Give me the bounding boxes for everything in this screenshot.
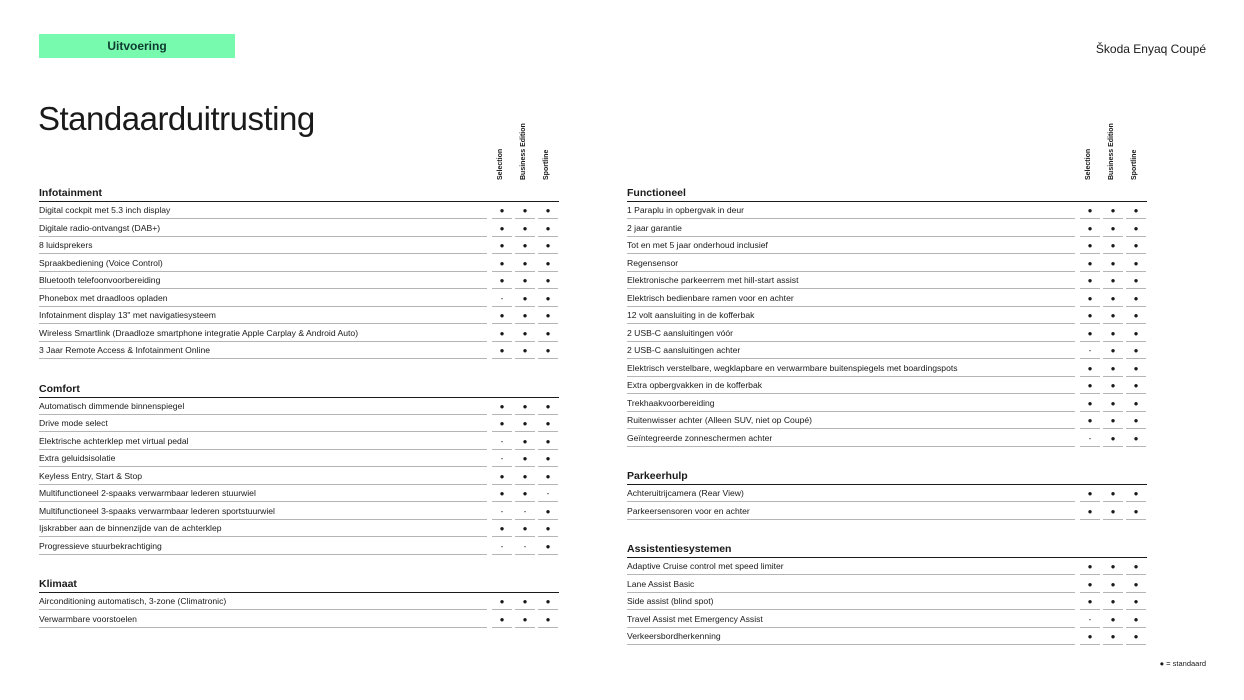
availability-mark: - — [538, 485, 558, 502]
availability-mark: ● — [1103, 202, 1123, 219]
feature-label: Progressieve stuurbekrachtiging — [39, 538, 487, 555]
feature-row — [39, 237, 559, 255]
availability-mark: ● — [1126, 342, 1146, 359]
availability-mark: ● — [1103, 576, 1123, 593]
availability-mark: ● — [1103, 628, 1123, 645]
availability-mark: ● — [492, 611, 512, 628]
feature-row — [627, 430, 1147, 448]
availability-mark: ● — [1126, 360, 1146, 377]
feature-label: Travel Assist met Emergency Assist — [627, 611, 1075, 628]
feature-row — [39, 611, 559, 629]
feature-row — [39, 272, 559, 290]
availability-mark: ● — [515, 433, 535, 450]
feature-row — [627, 255, 1147, 273]
availability-mark: ● — [1080, 576, 1100, 593]
availability-mark: ● — [515, 593, 535, 610]
availability-mark: ● — [1103, 272, 1123, 289]
right-column — [627, 118, 1147, 646]
availability-mark: ● — [492, 202, 512, 219]
availability-mark: ● — [1126, 272, 1146, 289]
availability-mark: ● — [1080, 593, 1100, 610]
availability-mark: ● — [1080, 255, 1100, 272]
feature-row — [39, 468, 559, 486]
column-header-selection: Selection — [497, 148, 504, 180]
feature-label: Elektronische parkeerrem met hill-start assist — [627, 272, 1075, 289]
feature-row — [627, 412, 1147, 430]
availability-mark: ● — [538, 593, 558, 610]
availability-mark: ● — [515, 325, 535, 342]
availability-mark: ● — [515, 468, 535, 485]
feature-row — [39, 290, 559, 308]
availability-mark: ● — [1080, 412, 1100, 429]
feature-label: Digital cockpit met 5.3 inch display — [39, 202, 487, 219]
feature-label: 8 luidsprekers — [39, 237, 487, 254]
feature-section — [627, 538, 1147, 646]
column-headers — [39, 118, 559, 182]
availability-mark: ● — [492, 307, 512, 324]
feature-row — [627, 485, 1147, 503]
feature-row — [39, 325, 559, 343]
availability-mark: ● — [1126, 412, 1146, 429]
availability-mark: ● — [1080, 202, 1100, 219]
availability-mark: ● — [1080, 290, 1100, 307]
availability-mark: ● — [515, 611, 535, 628]
availability-mark: ● — [538, 520, 558, 537]
availability-mark: ● — [492, 468, 512, 485]
availability-mark: ● — [1080, 360, 1100, 377]
availability-mark: ● — [1103, 503, 1123, 520]
feature-label: Airconditioning automatisch, 3-zone (Climatronic) — [39, 593, 487, 610]
availability-mark: ● — [1103, 237, 1123, 254]
feature-label: Geïntegreerde zonneschermen achter — [627, 430, 1075, 447]
feature-label: Verkeersbordherkenning — [627, 628, 1075, 645]
feature-label: Digitale radio-ontvangst (DAB+) — [39, 220, 487, 237]
availability-mark: - — [492, 433, 512, 450]
section-title: Assistentiesystemen — [627, 538, 1147, 558]
availability-mark: ● — [515, 290, 535, 307]
availability-mark: ● — [515, 398, 535, 415]
availability-mark: ● — [1103, 342, 1123, 359]
column-header-business-edition: Business Edition — [520, 123, 527, 180]
availability-mark: - — [492, 503, 512, 520]
section-title: Comfort — [39, 378, 559, 398]
feature-label: Verwarmbare voorstoelen — [39, 611, 487, 628]
availability-mark: ● — [492, 485, 512, 502]
feature-label: Adaptive Cruise control met speed limiter — [627, 558, 1075, 575]
legend: ● = standaard — [1159, 659, 1206, 668]
feature-row — [39, 433, 559, 451]
availability-mark: ● — [1103, 558, 1123, 575]
availability-mark: ● — [492, 325, 512, 342]
availability-mark: - — [515, 503, 535, 520]
availability-mark: ● — [538, 272, 558, 289]
availability-mark: ● — [492, 342, 512, 359]
feature-row — [627, 237, 1147, 255]
availability-mark: - — [492, 538, 512, 555]
availability-mark: ● — [515, 220, 535, 237]
feature-label: Tot en met 5 jaar onderhoud inclusief — [627, 237, 1075, 254]
feature-label: Ruitenwisser achter (Alleen SUV, niet op Coupé) — [627, 412, 1075, 429]
availability-mark: ● — [538, 290, 558, 307]
availability-mark: ● — [1126, 220, 1146, 237]
feature-row — [627, 611, 1147, 629]
availability-mark: ● — [492, 593, 512, 610]
feature-section — [627, 465, 1147, 520]
availability-mark: ● — [1126, 430, 1146, 447]
availability-mark: ● — [1103, 611, 1123, 628]
availability-mark: ● — [538, 450, 558, 467]
feature-label: Phonebox met draadloos opladen — [39, 290, 487, 307]
availability-mark: ● — [1126, 576, 1146, 593]
feature-section — [39, 378, 559, 556]
availability-mark: ● — [538, 325, 558, 342]
availability-mark: - — [492, 450, 512, 467]
availability-mark: ● — [1126, 202, 1146, 219]
availability-mark: ● — [1080, 220, 1100, 237]
availability-mark: ● — [1126, 628, 1146, 645]
feature-row — [627, 558, 1147, 576]
availability-mark: ● — [515, 307, 535, 324]
availability-mark: ● — [1126, 290, 1146, 307]
availability-mark: ● — [538, 433, 558, 450]
availability-mark: ● — [515, 255, 535, 272]
feature-row — [627, 395, 1147, 413]
availability-mark: ● — [1103, 255, 1123, 272]
section-title: Parkeerhulp — [627, 465, 1147, 485]
feature-row — [39, 485, 559, 503]
feature-row — [627, 593, 1147, 611]
availability-mark: ● — [1080, 237, 1100, 254]
section-title: Infotainment — [39, 182, 559, 202]
availability-mark: ● — [1103, 412, 1123, 429]
availability-mark: ● — [1080, 503, 1100, 520]
feature-row — [39, 503, 559, 521]
feature-row — [39, 255, 559, 273]
feature-row — [627, 342, 1147, 360]
feature-label: Spraakbediening (Voice Control) — [39, 255, 487, 272]
availability-mark: ● — [538, 307, 558, 324]
feature-label: Keyless Entry, Start & Stop — [39, 468, 487, 485]
feature-row — [627, 220, 1147, 238]
feature-row — [627, 325, 1147, 343]
availability-mark: ● — [1126, 558, 1146, 575]
availability-mark: ● — [1103, 290, 1123, 307]
feature-row — [39, 538, 559, 556]
feature-row — [627, 576, 1147, 594]
feature-label: Elektrisch bedienbare ramen voor en achter — [627, 290, 1075, 307]
feature-label: 2 USB-C aansluitingen achter — [627, 342, 1075, 359]
feature-row — [39, 415, 559, 433]
availability-mark: ● — [538, 237, 558, 254]
availability-mark: ● — [1103, 593, 1123, 610]
availability-mark: ● — [538, 415, 558, 432]
availability-mark: - — [1080, 611, 1100, 628]
feature-row — [627, 272, 1147, 290]
feature-label: Automatisch dimmende binnenspiegel — [39, 398, 487, 415]
availability-mark: ● — [1080, 325, 1100, 342]
section-tab: Uitvoering — [39, 34, 235, 58]
availability-mark: ● — [1103, 360, 1123, 377]
availability-mark: ● — [1126, 377, 1146, 394]
availability-mark: ● — [1103, 485, 1123, 502]
feature-label: Regensensor — [627, 255, 1075, 272]
availability-mark: ● — [1126, 503, 1146, 520]
section-title: Klimaat — [39, 573, 559, 593]
availability-mark: ● — [538, 255, 558, 272]
availability-mark: ● — [1126, 307, 1146, 324]
availability-mark: ● — [1080, 628, 1100, 645]
feature-row — [39, 307, 559, 325]
availability-mark: ● — [492, 255, 512, 272]
feature-label: 1 Paraplu in opbergvak in deur — [627, 202, 1075, 219]
availability-mark: ● — [515, 415, 535, 432]
feature-label: Achteruitrijcamera (Rear View) — [627, 485, 1075, 502]
availability-mark: ● — [1080, 395, 1100, 412]
feature-label: Drive mode select — [39, 415, 487, 432]
availability-mark: - — [1080, 342, 1100, 359]
feature-label: Lane Assist Basic — [627, 576, 1075, 593]
feature-row — [627, 628, 1147, 646]
feature-label: 2 USB-C aansluitingen vóór — [627, 325, 1075, 342]
availability-mark: ● — [492, 272, 512, 289]
feature-row — [627, 202, 1147, 220]
availability-mark: ● — [515, 237, 535, 254]
availability-mark: ● — [1080, 272, 1100, 289]
feature-section — [39, 182, 559, 360]
availability-mark: ● — [492, 415, 512, 432]
feature-label: 12 volt aansluiting in de kofferbak — [627, 307, 1075, 324]
feature-row — [39, 450, 559, 468]
feature-label: Parkeersensoren voor en achter — [627, 503, 1075, 520]
availability-mark: ● — [515, 342, 535, 359]
availability-mark: ● — [1080, 558, 1100, 575]
availability-mark: ● — [515, 520, 535, 537]
feature-row — [39, 520, 559, 538]
availability-mark: ● — [492, 398, 512, 415]
feature-label: Multifunctioneel 2-spaaks verwarmbaar lederen stuurwiel — [39, 485, 487, 502]
right-sections — [627, 182, 1147, 646]
availability-mark: ● — [1103, 430, 1123, 447]
availability-mark: ● — [1103, 325, 1123, 342]
feature-label: 2 jaar garantie — [627, 220, 1075, 237]
availability-mark: - — [1080, 430, 1100, 447]
availability-mark: ● — [1126, 237, 1146, 254]
feature-label: Extra geluidsisolatie — [39, 450, 487, 467]
feature-row — [39, 220, 559, 238]
availability-mark: ● — [538, 503, 558, 520]
column-header-business-edition: Business Edition — [1108, 123, 1115, 180]
feature-label: Extra opbergvakken in de kofferbak — [627, 377, 1075, 394]
availability-mark: ● — [492, 520, 512, 537]
availability-mark: - — [492, 290, 512, 307]
availability-mark: - — [515, 538, 535, 555]
availability-mark: ● — [1126, 325, 1146, 342]
feature-label: Side assist (blind spot) — [627, 593, 1075, 610]
availability-mark: ● — [538, 342, 558, 359]
availability-mark: ● — [538, 468, 558, 485]
feature-row — [39, 202, 559, 220]
availability-mark: ● — [538, 611, 558, 628]
feature-label: Ijskrabber aan de binnenzijde van de achterklep — [39, 520, 487, 537]
left-sections — [39, 182, 559, 628]
availability-mark: ● — [492, 220, 512, 237]
feature-label: Multifunctioneel 3-spaaks verwarmbaar lederen sportstuurwiel — [39, 503, 487, 520]
availability-mark: ● — [538, 220, 558, 237]
column-headers — [627, 118, 1147, 182]
availability-mark: ● — [515, 202, 535, 219]
feature-row — [627, 377, 1147, 395]
availability-mark: ● — [1080, 307, 1100, 324]
availability-mark: ● — [1103, 307, 1123, 324]
feature-row — [39, 398, 559, 416]
availability-mark: ● — [1126, 395, 1146, 412]
feature-section — [627, 182, 1147, 447]
feature-row — [627, 290, 1147, 308]
availability-mark: ● — [492, 237, 512, 254]
feature-row — [627, 503, 1147, 521]
section-title: Functioneel — [627, 182, 1147, 202]
column-header-sportline: Sportline — [1131, 149, 1138, 180]
feature-label: 3 Jaar Remote Access & Infotainment Online — [39, 342, 487, 359]
availability-mark: ● — [1103, 377, 1123, 394]
feature-label: Elektrisch verstelbare, wegklapbare en verwarmbare buitenspiegels met boardingspots — [627, 360, 1075, 377]
brand-name: Škoda Enyaq Coupé — [1095, 42, 1206, 56]
feature-row — [39, 593, 559, 611]
page-title: Standaarduitrusting — [38, 100, 315, 138]
availability-mark: ● — [1080, 377, 1100, 394]
availability-mark: ● — [1126, 255, 1146, 272]
feature-label: Bluetooth telefoonvoorbereiding — [39, 272, 487, 289]
availability-mark: ● — [515, 272, 535, 289]
availability-mark: ● — [1103, 220, 1123, 237]
feature-section — [39, 573, 559, 628]
availability-mark: ● — [515, 485, 535, 502]
availability-mark: ● — [538, 398, 558, 415]
column-header-selection: Selection — [1085, 148, 1092, 180]
availability-mark: ● — [1080, 485, 1100, 502]
feature-row — [627, 360, 1147, 378]
availability-mark: ● — [1126, 485, 1146, 502]
column-header-sportline: Sportline — [543, 149, 550, 180]
availability-mark: ● — [1103, 395, 1123, 412]
availability-mark: ● — [538, 202, 558, 219]
feature-row — [39, 342, 559, 360]
left-column — [39, 118, 559, 628]
availability-mark: ● — [515, 450, 535, 467]
availability-mark: ● — [1126, 593, 1146, 610]
availability-mark: ● — [1126, 611, 1146, 628]
availability-mark: ● — [538, 538, 558, 555]
feature-label: Infotainment display 13" met navigatiesysteem — [39, 307, 487, 324]
feature-row — [627, 307, 1147, 325]
feature-label: Elektrische achterklep met virtual pedal — [39, 433, 487, 450]
feature-label: Wireless Smartlink (Draadloze smartphone integratie Apple Carplay & Android Auto) — [39, 325, 487, 342]
feature-label: Trekhaakvoorbereiding — [627, 395, 1075, 412]
